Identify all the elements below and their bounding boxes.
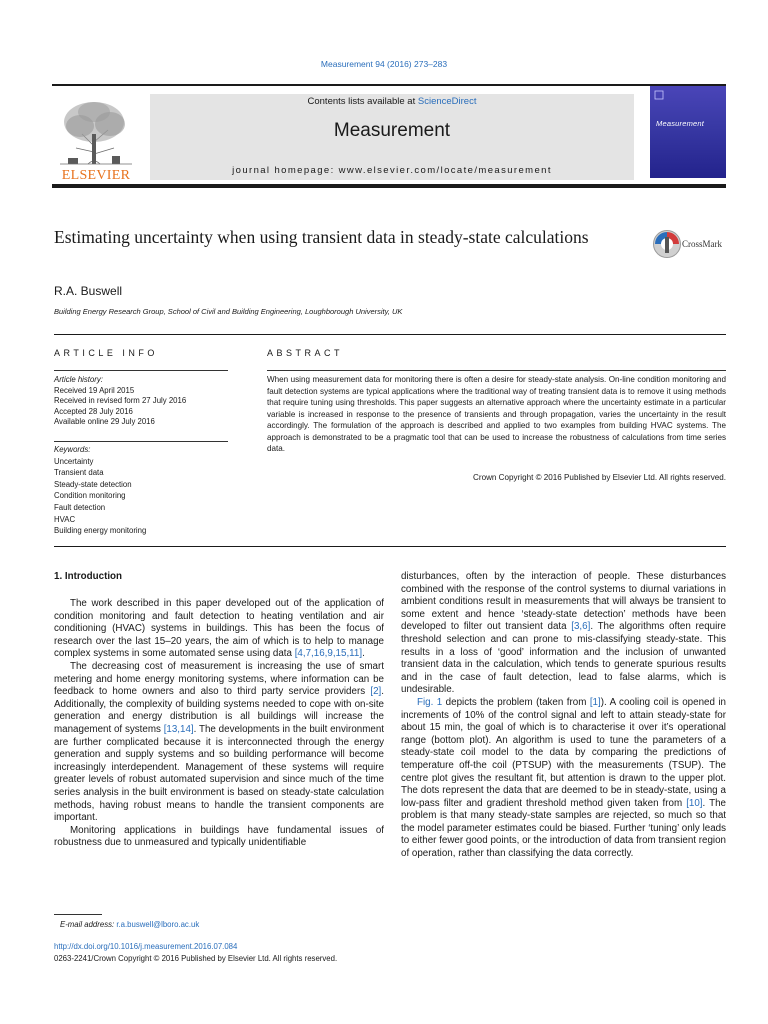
- article-info-rule: [54, 370, 228, 371]
- body-text: . The developments in the built environment are further complicated because it is interconnected through the energy generation and supply systems and so building performance will become increasingly interdependent. Management of these systems will require greater levels of robust automated supervision and since much of the time series analysis in the built environment is based on steady-state calculation methods, having robust means to handle the transient components are important.: [54, 723, 384, 824]
- keyword: Transient data: [54, 468, 104, 478]
- article-info-heading: ARTICLE INFO: [54, 348, 158, 358]
- body-text: .: [362, 648, 365, 660]
- crossmark-label: CrossMark: [682, 239, 722, 249]
- keywords-rule: [54, 441, 228, 442]
- elsevier-logo[interactable]: [54, 94, 138, 182]
- contents-line: [150, 96, 634, 107]
- body-paragraph: [54, 598, 384, 661]
- citation-ref-link[interactable]: [1]: [589, 696, 601, 708]
- body-text: depicts the problem (taken from: [442, 696, 590, 708]
- citation-ref-link[interactable]: [10]: [686, 797, 703, 809]
- abstract-rule: [267, 370, 726, 371]
- journal-banner: [150, 94, 634, 180]
- body-text: The decreasing cost of measurement is increasing the use of smart metering and home energy monitoring systems, where information can be feedback to home owners and also to third party service providers: [54, 660, 384, 698]
- journal-name: Measurement: [333, 120, 451, 141]
- body-text: disturbances, often by the interaction of people. These disturbances combined with the response of the control systems to diurnal variations in ambient conditions result in measurements that will always be transient to some extent and hence ‘steady-state detection’ methods have been developed to filter out transient data: [401, 571, 726, 633]
- citation-ref-link[interactable]: [3,6]: [571, 621, 591, 633]
- affiliation: Building Energy Research Group, School of Civil and Building Engineering, Loughborough University, UK: [54, 307, 403, 316]
- article-title: Estimating uncertainty when using transient data in steady-state calculations: [54, 227, 589, 247]
- header-rule-bottom: [52, 184, 726, 188]
- body-text: The work described in this paper developed out of the application of condition monitoring and fault detection to heating ventilation and air conditioning (HVAC) systems in buildings. This has been the focus of research over the last 15–20 years, the aim of which is to help to manage complex systems in some automated sense using data: [54, 598, 384, 660]
- body-column-left: [54, 598, 384, 850]
- elsevier-tree-icon: [54, 94, 138, 182]
- citation-ref-link[interactable]: [4,7,16,9,15,11]: [294, 648, 363, 660]
- keyword: Steady-state detection: [54, 479, 132, 489]
- abstract-heading: ABSTRACT: [267, 348, 344, 358]
- citation-ref-link[interactable]: Fig. 1: [417, 696, 443, 708]
- body-text: Monitoring applications in buildings have fundamental issues of robustness due to unmeasured and typically unidentifiable: [54, 824, 384, 849]
- crossmark-badge[interactable]: [652, 229, 732, 261]
- keywords-label: Keywords:: [54, 445, 91, 454]
- body-paragraph: [401, 571, 726, 697]
- contents-prefix: Contents lists available at: [307, 96, 418, 107]
- issn-copyright: 0263-2241/Crown Copyright © 2016 Published by Elsevier Ltd. All rights reserved.: [54, 954, 338, 963]
- journal-homepage[interactable]: journal homepage: www.elsevier.com/locate/measurement: [232, 165, 552, 176]
- keyword: Fault detection: [54, 502, 106, 512]
- header-rule-top: [52, 84, 726, 86]
- footnote-rule: [54, 914, 102, 915]
- title-divider: [54, 334, 726, 335]
- history-item: Available online 29 July 2016: [54, 417, 155, 426]
- body-paragraph: [54, 661, 384, 825]
- elsevier-wordmark: ELSEVIER: [61, 168, 131, 182]
- email-link[interactable]: r.a.buswell@lboro.ac.uk: [116, 920, 200, 929]
- history-item: Received 19 April 2015: [54, 385, 135, 395]
- journal-cover-thumbnail[interactable]: [650, 86, 726, 178]
- keyword: Uncertainty: [54, 456, 94, 466]
- history-label: Article history:: [54, 375, 103, 384]
- body-text: . Additionally, the complexity of building systems needed to cope with on-site generation and energy distribution is all buildings will increase the management of systems: [54, 686, 384, 735]
- corresponding-email: [60, 920, 199, 929]
- keyword: Condition monitoring: [54, 491, 126, 501]
- body-text: . The algorithms often require threshold selection and can prone to mis-classifying steady-state. This results in a loss of ‘good’ information and the inclusion of unwanted transient data in the calculation, which tends to generate spurious results and in the case of fault detection, lead to false alarms, which is undesirable.: [401, 621, 726, 696]
- citation-link[interactable]: Measurement 94 (2016) 273–283: [320, 59, 448, 69]
- citation-ref-link[interactable]: [2]: [370, 686, 382, 698]
- article-history: [54, 375, 230, 428]
- history-item: Received in revised form 27 July 2016: [54, 396, 187, 405]
- doi-link[interactable]: http://dx.doi.org/10.1016/j.measurement.2016.07.084: [54, 942, 238, 951]
- cover-emblem-icon: [654, 90, 664, 100]
- email-label: E-mail address:: [60, 920, 117, 929]
- sciencedirect-link[interactable]: ScienceDirect: [417, 96, 477, 107]
- body-paragraph: [401, 697, 726, 861]
- body-text: . The problem is that many steady-state samples are rejected, so much so that the model parameter estimates could be biased. Further ‘tuning’ only leads to either fewer good points, or the introduction of data from transient region of operation, rather than classifying the data correctly.: [401, 797, 726, 860]
- body-text: ). A cooling coil is opened in increments of 10% of the control signal and left to attain steady-state for about 15 min, the goal of which is to characterise it over it’s operational range (bottom plot). An algorithm is used to tune the parameters of a steady-state coil model to the data by comparing the predictions of temperature off-the coil (PTSUP) with the measurements (TSUP). The centre plot gives the resultant fit, but attention is drawn to the upper plot. The dots represent the data that are deemed to be in steady-state, using a low-pass filter and gradient threshold method given taken from: [401, 696, 726, 809]
- history-item: Accepted 28 July 2016: [54, 406, 133, 416]
- abstract-copyright: Crown Copyright © 2016 Published by Elsevier Ltd. All rights reserved.: [473, 473, 726, 482]
- section-heading-introduction: 1. Introduction: [54, 571, 123, 582]
- citation-ref-link[interactable]: [13,14]: [163, 723, 194, 735]
- keywords-list: [54, 444, 230, 537]
- keyword: HVAC: [54, 514, 76, 524]
- front-matter-divider: [54, 546, 726, 547]
- body-column-right: [401, 571, 726, 861]
- abstract-text: When using measurement data for monitoring there is often a desire for steady-state analysis. On-line condition monitoring and fault detection systems are typical applications where the traditional way of treating transient data is to remove it using methods that require tuning using thresholds. This paper suggests an alternative approach where the uncertainty estimate in a particular variable is increased in response to the presence of transients and through propagation, varies the uncertainty in the result accordingly. The formulation of the approach is described and applied to two examples from building HVAC systems. The approach is demonstrated to be a pragmatic tool that can be used to increase the robustness of calculations from time series data.: [267, 375, 726, 453]
- author-name: R.A. Buswell: [54, 284, 123, 298]
- crossmark-icon: [652, 229, 682, 259]
- keyword: Building energy monitoring: [54, 526, 147, 536]
- cover-title: Measurement: [656, 119, 705, 128]
- body-paragraph: [54, 825, 384, 850]
